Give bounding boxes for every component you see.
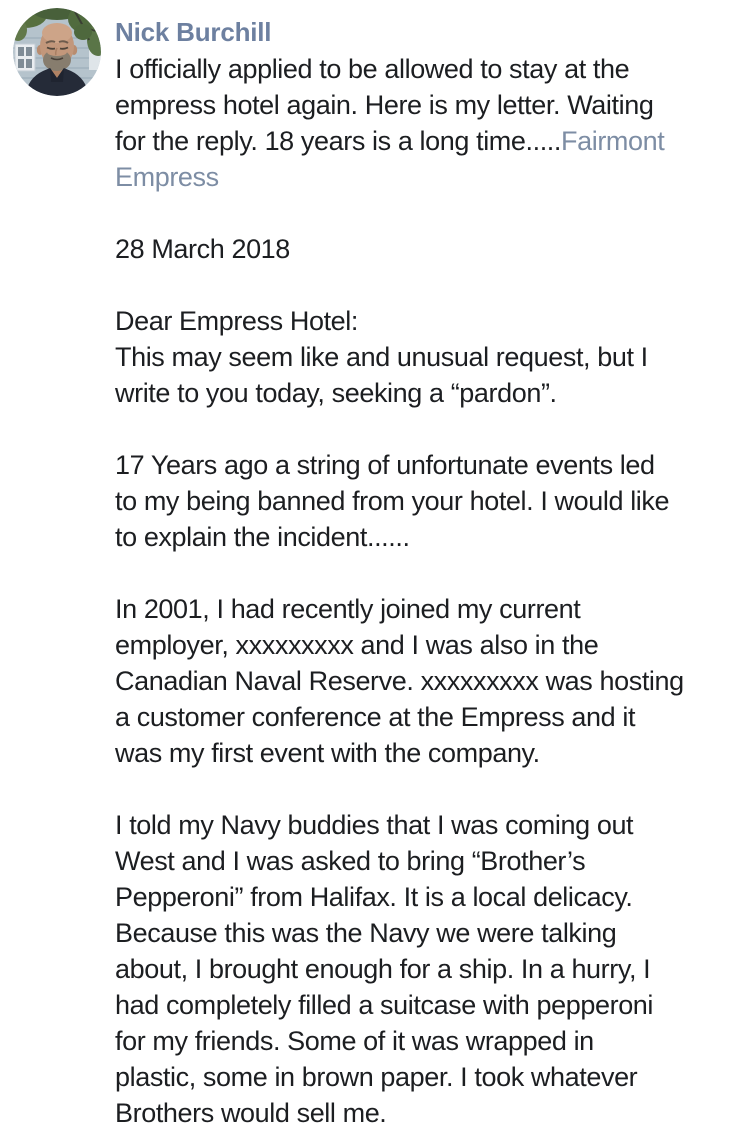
message-line: I officially applied to be allowed to stay at the [115, 54, 630, 84]
post-message [115, 51, 740, 195]
letter-line: for my friends. Some of it was wrapped in [115, 1026, 594, 1056]
avatar[interactable] [13, 8, 101, 96]
letter-line: a customer conference at the Empress and it [115, 702, 636, 732]
letter-line: Canadian Naval Reserve. xxxxxxxxx was hosting [115, 666, 684, 696]
letter-paragraph [115, 231, 740, 267]
letter-line: Because this was the Navy we were talking [115, 918, 617, 948]
letter-paragraph [115, 447, 740, 555]
letter-line: plastic, some in brown paper. I took whatever [115, 1062, 638, 1092]
letter-line: about, I brought enough for a ship. In a hurry, I [115, 954, 651, 984]
letter-line: write to you today, seeking a “pardon”. [115, 378, 557, 408]
letter-line: 28 March 2018 [115, 234, 290, 264]
message-line: empress hotel again. Here is my letter. Waiting [115, 90, 654, 120]
letter [115, 231, 740, 1131]
letter-line: This may seem like and unusual request, but I [115, 342, 648, 372]
letter-line: had completely filled a suitcase with pepperoni [115, 990, 654, 1020]
letter-paragraph [115, 591, 740, 771]
message-line [115, 123, 740, 159]
letter-line: West and I was asked to bring “Brother’s [115, 846, 586, 876]
letter-line: Pepperoni” from Halifax. It is a local delicacy. [115, 882, 633, 912]
letter-line: 17 Years ago a string of unfortunate events led [115, 450, 655, 480]
post-content [115, 13, 740, 1131]
letter-line: Dear Empress Hotel: [115, 306, 358, 336]
fairmont-empress-link[interactable]: Empress [115, 162, 219, 192]
letter-line: to my being banned from your hotel. I would like [115, 486, 670, 516]
fairmont-empress-link[interactable]: Fairmont [561, 126, 665, 156]
letter-line: Brothers would sell me. [115, 1098, 387, 1128]
letter-line: In 2001, I had recently joined my current [115, 594, 581, 624]
letter-line: I told my Navy buddies that I was coming out [115, 810, 634, 840]
avatar-image [13, 8, 101, 96]
author-name-link[interactable]: Nick Burchill [115, 17, 272, 47]
letter-paragraph [115, 807, 740, 1131]
message-line [115, 159, 740, 195]
letter-line: to explain the incident...... [115, 522, 410, 552]
letter-line: was my first event with the company. [115, 738, 540, 768]
letter-line: employer, xxxxxxxxx and I was also in the [115, 630, 599, 660]
letter-paragraph [115, 303, 740, 411]
message-text: for the reply. 18 years is a long time..... [115, 126, 562, 156]
